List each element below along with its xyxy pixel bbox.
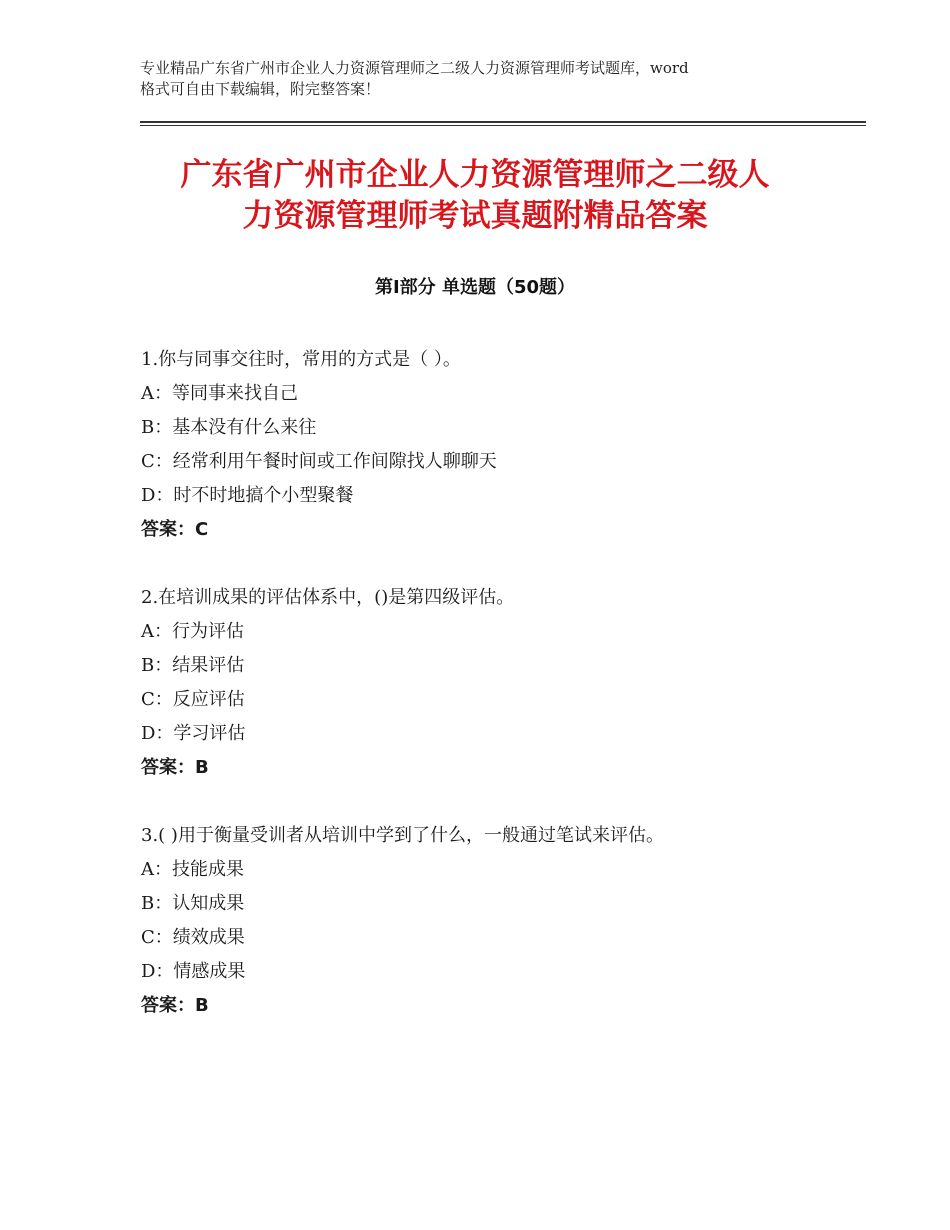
answer-label: 答案：B bbox=[141, 995, 209, 1016]
option-c: C：绩效成果 bbox=[141, 927, 245, 948]
header-note-line-1: 专业精品广东省广州市企业人力资源管理师之二级人力资源管理师考试题库，word bbox=[140, 59, 689, 77]
header-note-line-2: 格式可自由下载编辑，附完整答案！ bbox=[140, 80, 381, 98]
header-note bbox=[140, 58, 840, 100]
option-d: D：学习评估 bbox=[141, 723, 246, 744]
document-title-line-1: 广东省广州市企业人力资源管理师之二级人 bbox=[180, 157, 770, 193]
option-a: A：技能成果 bbox=[141, 859, 244, 880]
header-divider bbox=[140, 121, 866, 126]
question-2 bbox=[141, 581, 861, 785]
question-1 bbox=[141, 343, 861, 547]
option-b: B：基本没有什么来往 bbox=[141, 417, 317, 438]
option-d: D：时不时地搞个小型聚餐 bbox=[141, 485, 354, 506]
option-b: B：认知成果 bbox=[141, 893, 245, 914]
document-title-line-2: 力资源管理师考试真题附精品答案 bbox=[242, 198, 708, 234]
answer-label: 答案：B bbox=[141, 757, 209, 778]
question-3 bbox=[141, 819, 861, 1023]
option-c: C：经常利用午餐时间或工作间隙找人聊聊天 bbox=[141, 451, 497, 472]
option-a: A：行为评估 bbox=[141, 621, 244, 642]
answer-label: 答案：C bbox=[141, 519, 209, 540]
option-a: A：等同事来找自己 bbox=[141, 383, 298, 404]
question-stem: 2.在培训成果的评估体系中，()是第四级评估。 bbox=[141, 587, 515, 608]
question-stem: 1.你与同事交往时，常用的方式是（ ）。 bbox=[141, 349, 461, 370]
question-list bbox=[141, 343, 861, 1057]
option-c: C：反应评估 bbox=[141, 689, 245, 710]
question-stem: 3.( )用于衡量受训者从培训中学到了什么，一般通过笔试来评估。 bbox=[141, 825, 664, 846]
section-heading: 第Ⅰ部分 单选题（50题） bbox=[374, 277, 575, 298]
document-title bbox=[100, 155, 850, 237]
option-b: B：结果评估 bbox=[141, 655, 245, 676]
option-d: D：情感成果 bbox=[141, 961, 246, 982]
